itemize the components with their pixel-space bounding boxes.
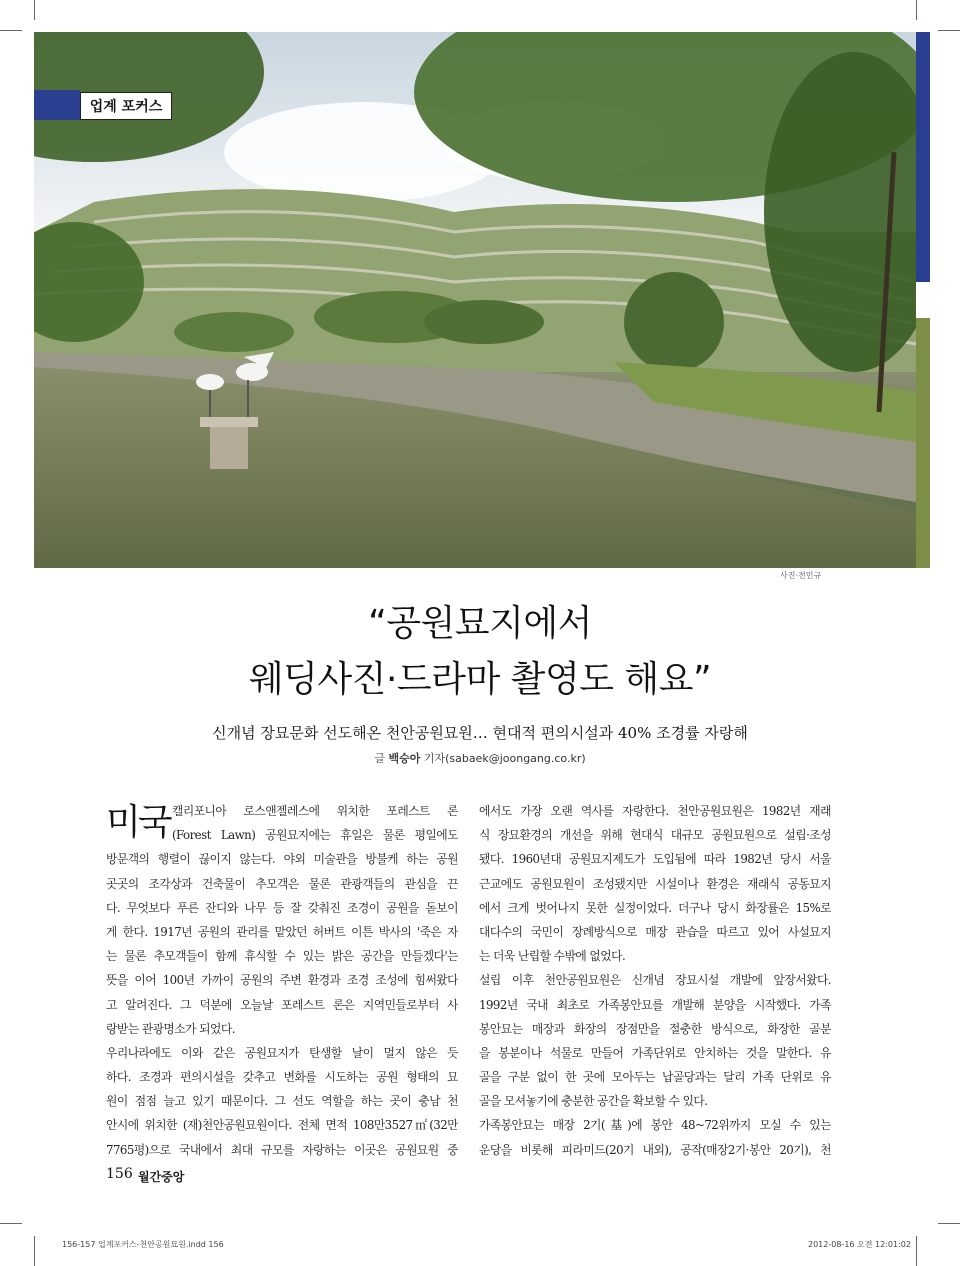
body-line: 됐다. 1960년대 공원묘지제도가 도입됨에 따라 1982년 당시 서울: [479, 852, 831, 867]
byline-author: 백승아: [388, 752, 421, 765]
body-column-right: [479, 799, 831, 1162]
byline-contact: 기자(sabaek@joongang.co.kr): [420, 752, 586, 765]
body-line: 7765평)으로 국내에서 최대 규모를 자랑하는 이곳은 공원묘원 중: [106, 1142, 458, 1157]
headline-line: 웨딩사진·드라마 촬영도 해요”: [248, 659, 712, 700]
body-line: 운당을 비롯해 피라미드(20기 내외), 공작(매장2기·봉안 20기), 천: [479, 1142, 831, 1157]
body-line: 캘리포니아 로스앤젤레스에 위치한 포레스트 론: [172, 804, 458, 818]
headline: [80, 596, 880, 708]
crop-mark: [34, 0, 35, 20]
adjacent-page-strip: [916, 318, 930, 568]
body-line: 원이 점점 늘고 있기 때문이다. 그 선도 역할을 하는 곳이 충남 천: [106, 1094, 458, 1109]
crop-mark: [0, 30, 22, 31]
dropcap: 미국: [106, 802, 170, 843]
body-line: 봉안묘는 매장과 화장의 장점만을 절충한 방식으로, 화장한 골분: [479, 1021, 831, 1036]
body-line: 1992년 국내 최초로 가족봉안묘를 개발해 분양을 시작했다. 가족: [479, 997, 831, 1012]
body-line: 는 물론 추모객들이 함께 휴식할 수 있는 밝은 공간을 만들겠다'는: [106, 949, 458, 964]
body-line: 을 봉분이나 석물로 만들어 가족단위로 안치하는 것을 말한다. 유: [479, 1045, 831, 1060]
byline-prefix: 글: [374, 752, 389, 765]
print-slug-date: 2012-08-16 오전 12:01:02: [808, 1240, 911, 1249]
body-line: 우리나라에도 이와 같은 공원묘지가 탄생할 날이 멀지 않은 듯: [106, 1045, 458, 1060]
body-column-left: [106, 799, 458, 1162]
body-line: 하다. 조경과 편의시설을 갖추고 변화를 시도하는 공원 형태의 묘: [106, 1070, 458, 1085]
print-slug-file: 156-157 업계포커스-천안공원묘원.indd 156: [62, 1240, 224, 1249]
crop-mark: [0, 1223, 22, 1224]
adjacent-page-strip: [916, 32, 930, 282]
body-line: 고 알려진다. 그 덕분에 오늘날 포레스트 론은 지역민들로부터 사: [106, 997, 458, 1012]
body-line: 근교에도 공원묘원이 조성됐지만 시설이나 환경은 재래식 공동묘지: [479, 876, 831, 891]
section-tag-bar: [34, 90, 80, 120]
body-line: 는 더욱 난립할 수밖에 없었다.: [479, 949, 626, 964]
body-line: 안시에 위치한 (재)천안공원묘원이다. 전체 면적 108만3527㎡(32만: [106, 1118, 458, 1133]
body-line: 대다수의 국민이 장례방식으로 매장 관습을 따르고 있어 사설묘지: [479, 924, 831, 939]
body-line: 랑받는 관광명소가 되었다.: [106, 1021, 235, 1036]
dropcap-block: [106, 799, 458, 847]
body-line: (Forest Lawn) 공원묘지에는 휴일은 물론 평일에도: [172, 828, 458, 843]
crop-mark: [938, 30, 960, 31]
body-line: 설립 이후 천안공원묘원은 신개념 장묘시설 개발에 앞장서왔다.: [479, 973, 831, 988]
body-line: 골을 구분 없이 한 곳에 모아두는 납골당과는 달리 가족 단위로 유: [479, 1070, 831, 1085]
body-line: 에서도 가장 오랜 역사를 자랑한다. 천안공원묘원은 1982년 재래: [479, 804, 831, 818]
magazine-name: 월간중앙: [138, 1170, 185, 1184]
body-line: 골을 모셔놓기에 충분한 공간을 확보할 수 있다.: [479, 1094, 708, 1109]
byline: [80, 750, 880, 766]
crop-mark: [34, 1236, 35, 1266]
body-line: 식 장묘환경의 개선을 위해 현대식 대규모 공원묘원으로 설립·조성: [479, 828, 831, 843]
body-line: 방문객의 행렬이 끊이지 않는다. 야외 미술관을 방불케 하는 공원: [106, 852, 458, 867]
body-line: 곳곳의 조각상과 건축물이 추모객은 물론 관광객들의 관심을 끈: [106, 876, 458, 891]
body-line: 다. 무엇보다 푸른 잔디와 나무 등 잘 갖춰진 조경이 공원을 돋보이: [106, 900, 458, 915]
body-line: 에서 크게 벗어나지 못한 실정이었다. 더구나 당시 화장률은 15%로: [479, 900, 831, 915]
page-number: 156: [106, 1166, 133, 1182]
crop-mark: [916, 1236, 917, 1266]
body-line: 가족봉안묘는 매장 2기(基)에 봉안 48~72위까지 모실 수 있는: [479, 1118, 831, 1133]
crop-mark: [938, 1223, 960, 1224]
photo-credit: 사진·전민규: [780, 571, 822, 580]
deck: 신개념 장묘문화 선도해온 천안공원묘원… 현대적 편의시설과 40% 조경률 자랑해: [212, 724, 748, 742]
headline-line: “공원묘지에서: [368, 603, 592, 644]
section-tag: 업계 포커스: [80, 92, 172, 120]
crop-mark: [916, 0, 917, 20]
body-line: 게 한다. 1917년 공원의 관리를 맡았던 허버트 이튼 박사의 '죽은 자: [106, 924, 458, 939]
body-line: 뜻을 이어 100년 가까이 공원의 주변 환경과 조경 조성에 힘써왔다: [106, 973, 458, 988]
